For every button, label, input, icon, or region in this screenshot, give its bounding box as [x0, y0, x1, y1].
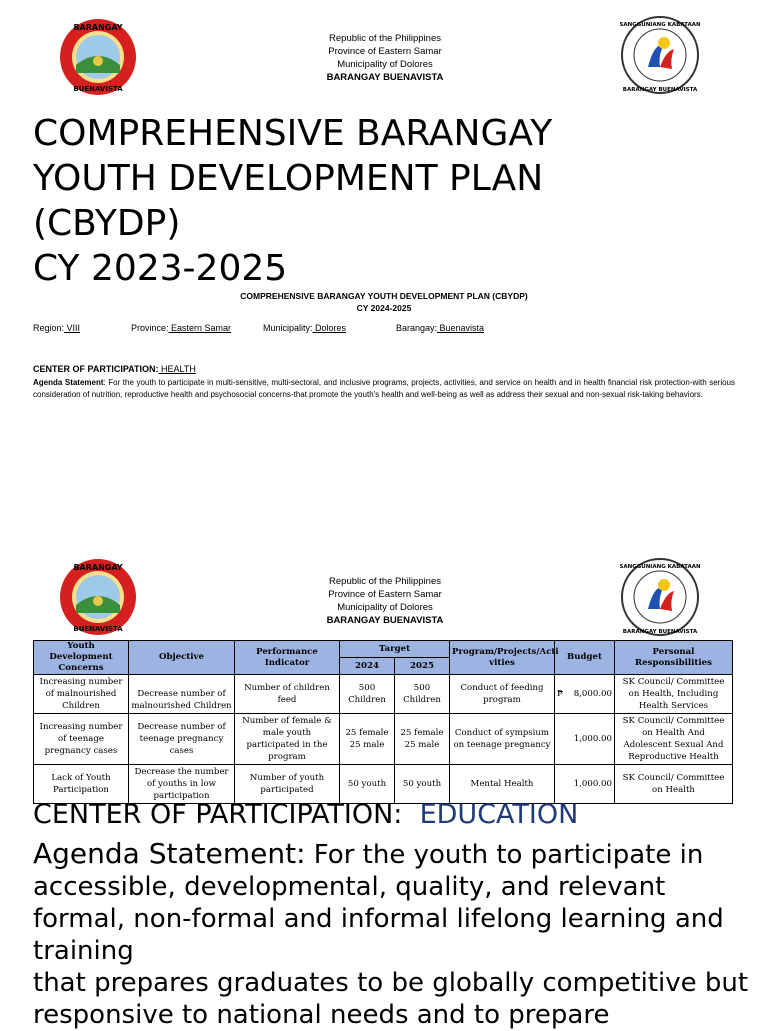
agenda-text-2b: that prepares graduates to be globally competitive but responsive to national needs and to prepare	[33, 968, 749, 1030]
header-responsibilities: Personal Responsibilities	[615, 641, 733, 675]
svg-text:BARANGAY: BARANGAY	[73, 23, 123, 32]
sk-seal-logo-2	[620, 557, 700, 641]
cell-target-2024: 50 youth	[340, 765, 395, 804]
agenda-text: : For the youth to participate in multi-sensitive, multi-sectoral, and inclusive programs, projects, activities, and service on health and in health financial risk protection-with serious consideration of nutrition, reproductive health and psychosocial concerns-that promote the youth's health and well-being as well as address their sexual and non-sexual risk-taking behaviors.	[33, 378, 736, 399]
cell-budget	[555, 675, 615, 714]
header-budget: Budget	[555, 641, 615, 675]
title-line-2: YOUTH DEVELOPMENT PLAN	[33, 158, 544, 199]
cell-target-2024: 25 female 25 male	[340, 714, 395, 765]
header-2025: 2025	[395, 658, 450, 675]
cell-responsibility: SK Council/ Committee on Health, Including Health Services	[615, 675, 733, 714]
subtitle-line-1: COMPREHENSIVE BARANGAY YOUTH DEVELOPMENT PLAN (CBYDP)	[240, 291, 528, 301]
letterhead-line-barangay: BARANGAY BUENAVISTA	[326, 72, 444, 83]
header-objective: Objective	[129, 641, 235, 675]
header-2024: 2024	[340, 658, 395, 675]
svg-text:BUENAVISTA: BUENAVISTA	[73, 85, 123, 93]
cell-concern: Increasing number of teenage pregnancy cases	[34, 714, 129, 765]
region-label: Region:	[33, 323, 65, 333]
municipality-value: Dolores	[312, 323, 347, 333]
cell-program: Conduct of feeding program	[450, 675, 555, 714]
cell-target-2025: 500 Children	[395, 675, 450, 714]
center-of-participation-health	[33, 364, 196, 374]
region-field	[33, 323, 80, 333]
letterhead	[230, 32, 540, 84]
svg-text:BUENAVISTA: BUENAVISTA	[73, 625, 123, 633]
region-value: VIII	[64, 323, 81, 333]
letterhead-2-line-barangay: BARANGAY BUENAVISTA	[326, 615, 444, 626]
subtitle-line-2: CY 2024-2025	[356, 303, 412, 313]
svg-text:SANGGUNIANG KABATAAN: SANGGUNIANG KABATAAN	[620, 22, 700, 28]
cell-target-2025: 25 female 25 male	[395, 714, 450, 765]
letterhead-line-republic: Republic of the Philippines	[329, 33, 441, 44]
center-value-education: EDUCATION	[419, 799, 579, 830]
header-program: Program/Projects/Acti vities	[450, 641, 555, 675]
title-line-3: (CBYDP)	[33, 203, 181, 244]
title-line-4: CY 2023-2025	[33, 248, 288, 289]
title-line-1: COMPREHENSIVE BARANGAY	[33, 113, 553, 154]
center-of-participation-education	[33, 796, 578, 834]
health-plan-table	[33, 640, 733, 804]
cell-program: Mental Health	[450, 765, 555, 804]
barangay-label: Barangay:	[396, 323, 438, 333]
cell-program: Conduct of sympsium on teenage pregnancy	[450, 714, 555, 765]
svg-text:SANGGUNIANG KABATAAN: SANGGUNIANG KABATAAN	[620, 564, 700, 570]
budget-value: 8,000.00	[573, 689, 612, 699]
cell-indicator: Number of youth participated	[235, 765, 340, 804]
peso-sign: ₱	[557, 689, 564, 699]
cell-indicator: Number of children feed	[235, 675, 340, 714]
municipality-field	[263, 323, 346, 333]
sk-seal-logo	[620, 15, 700, 99]
cell-budget: 1,000.00	[555, 765, 615, 804]
cell-objective: Decrease the number of youths in low participation	[129, 765, 235, 804]
letterhead-line-municipality: Municipality of Dolores	[337, 59, 433, 70]
barangay-value: Buenavista	[437, 323, 485, 333]
cell-target-2024: 500 Children	[340, 675, 395, 714]
header-indicator: Performance Indicator	[235, 641, 340, 675]
header-target: Target	[340, 641, 450, 658]
cell-responsibility: SK Council/ Committee on Health And Adolescent Sexual And Reproductive Health	[615, 714, 733, 765]
cell-indicator: Number of female & male youth participated in the program	[235, 714, 340, 765]
cell-concern: Increasing number of malnourished Children	[34, 675, 129, 714]
letterhead-2-line-province: Province of Eastern Samar	[328, 589, 442, 600]
cell-objective: Decrease number of teenage pregnancy cases	[129, 714, 235, 765]
agenda-label-2: Agenda Statement:	[33, 837, 306, 870]
cell-target-2025: 50 youth	[395, 765, 450, 804]
cell-concern: Lack of Youth Participation	[34, 765, 129, 804]
agenda-statement-health	[33, 377, 735, 401]
letterhead-2-line-municipality: Municipality of Dolores	[337, 602, 433, 613]
table-row	[34, 714, 733, 765]
province-label: Province:	[131, 323, 169, 333]
document-title	[33, 111, 552, 291]
agenda-text-2a: For the youth to participate in accessible, developmental, quality, and relevant formal, non-formal and informal lifelong learning and training	[33, 840, 724, 966]
barangay-seal-logo	[58, 17, 138, 101]
cell-objective: Decrease number of malnourished Children	[129, 675, 235, 714]
province-field	[131, 323, 231, 333]
province-value: Eastern Samar	[168, 323, 232, 333]
letterhead-2	[230, 575, 540, 627]
svg-text:BARANGAY BUENAVISTA: BARANGAY BUENAVISTA	[622, 629, 698, 635]
municipality-label: Municipality:	[263, 323, 313, 333]
center-value: HEALTH	[158, 364, 196, 374]
center-label: CENTER OF PARTICIPATION:	[33, 364, 159, 374]
center-label-2: CENTER OF PARTICIPATION:	[33, 799, 403, 830]
letterhead-2-line-republic: Republic of the Philippines	[329, 576, 441, 587]
cell-responsibility: SK Council/ Committee on Health	[615, 765, 733, 804]
header-concerns: Youth Development Concerns	[34, 641, 129, 675]
svg-text:BARANGAY: BARANGAY	[73, 563, 123, 572]
cell-budget: 1,000.00	[555, 714, 615, 765]
barangay-seal-logo-2	[58, 557, 138, 641]
table-row	[34, 675, 733, 714]
agenda-label: Agenda Statement	[33, 378, 104, 387]
agenda-statement-education	[33, 838, 753, 1031]
barangay-field	[396, 323, 484, 333]
svg-text:BARANGAY BUENAVISTA: BARANGAY BUENAVISTA	[622, 87, 698, 93]
plan-subtitle	[100, 290, 668, 314]
letterhead-line-province: Province of Eastern Samar	[328, 46, 442, 57]
